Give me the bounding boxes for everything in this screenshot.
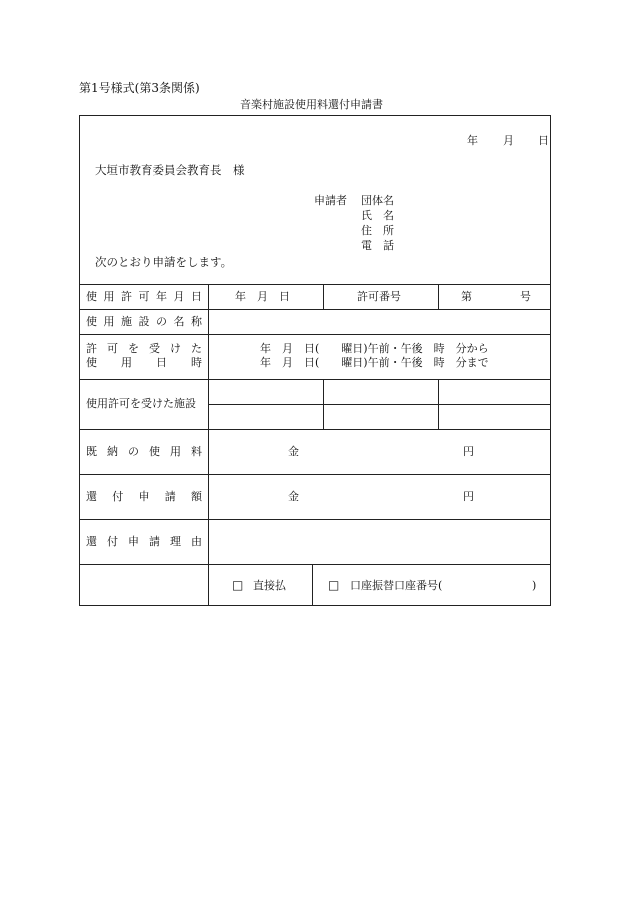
datetime-to: 年 月 日( 曜日)午前・午後 時 分まで (260, 356, 489, 369)
date-day: 日 (538, 134, 549, 147)
grid-line (438, 379, 439, 429)
date-year: 年 (467, 134, 478, 147)
name-label: 氏 名 (361, 209, 394, 222)
transfer-payment-checkbox[interactable]: □ (328, 578, 340, 592)
grid-line (80, 474, 550, 475)
direct-payment-label: 直接払 (253, 579, 286, 592)
transfer-close-paren: ) (532, 579, 537, 592)
refund-amount-yen: 円 (463, 490, 474, 503)
applicant-label: 申請者 (314, 194, 347, 207)
refund-amount-label: 還付申請額 (86, 490, 202, 503)
permit-number-gou: 号 (520, 290, 531, 303)
grid-line (80, 379, 550, 380)
group-name-label: 団体名 (361, 194, 394, 207)
grid-line (208, 404, 550, 405)
grid-line (323, 284, 324, 309)
paid-fee-kin: 金 (288, 445, 299, 458)
grid-line (80, 284, 550, 285)
phone-label: 電 話 (361, 239, 394, 252)
grid-line (80, 429, 550, 430)
facility-name-label: 使用施設の名称 (86, 315, 202, 328)
permitted-datetime-label-1: 許可を受けた (86, 342, 202, 355)
address-label: 住 所 (361, 224, 394, 237)
permit-date-label: 使用許可年月日 (86, 290, 202, 303)
permit-number-dai: 第 (461, 290, 472, 303)
grid-line (323, 379, 324, 429)
document-title: 音楽村施設使用料還付申請書 (240, 98, 383, 111)
refund-amount-kin: 金 (288, 490, 299, 503)
paid-fee-label: 既納の使用料 (86, 445, 202, 458)
grid-line (80, 334, 550, 335)
grid-line (438, 284, 439, 309)
datetime-from: 年 月 日( 曜日)午前・午後 時 分から (260, 342, 489, 355)
paid-fee-yen: 円 (463, 445, 474, 458)
grid-line (208, 284, 209, 605)
addressee: 大垣市教育委員会教育長 様 (95, 163, 245, 177)
permit-date-ymd: 年 月 日 (235, 290, 290, 303)
grid-line (312, 564, 313, 605)
grid-line (80, 564, 550, 565)
refund-reason-label: 還付申請理由 (86, 535, 202, 548)
form-reference: 第1号様式(第3条関係) (79, 81, 200, 95)
grid-line (80, 309, 550, 310)
grid-line (80, 519, 550, 520)
application-form (79, 115, 551, 606)
statement: 次のとおり申請をします。 (95, 255, 233, 269)
date-month: 月 (503, 134, 514, 147)
permitted-datetime-label-2: 使用日時 (86, 356, 202, 369)
transfer-payment-label: 口座振替口座番号( (350, 579, 443, 592)
permit-number-label: 許可番号 (357, 290, 401, 303)
permitted-facility-label: 使用許可を受けた施設 (86, 397, 196, 410)
direct-payment-checkbox[interactable]: □ (232, 578, 244, 592)
